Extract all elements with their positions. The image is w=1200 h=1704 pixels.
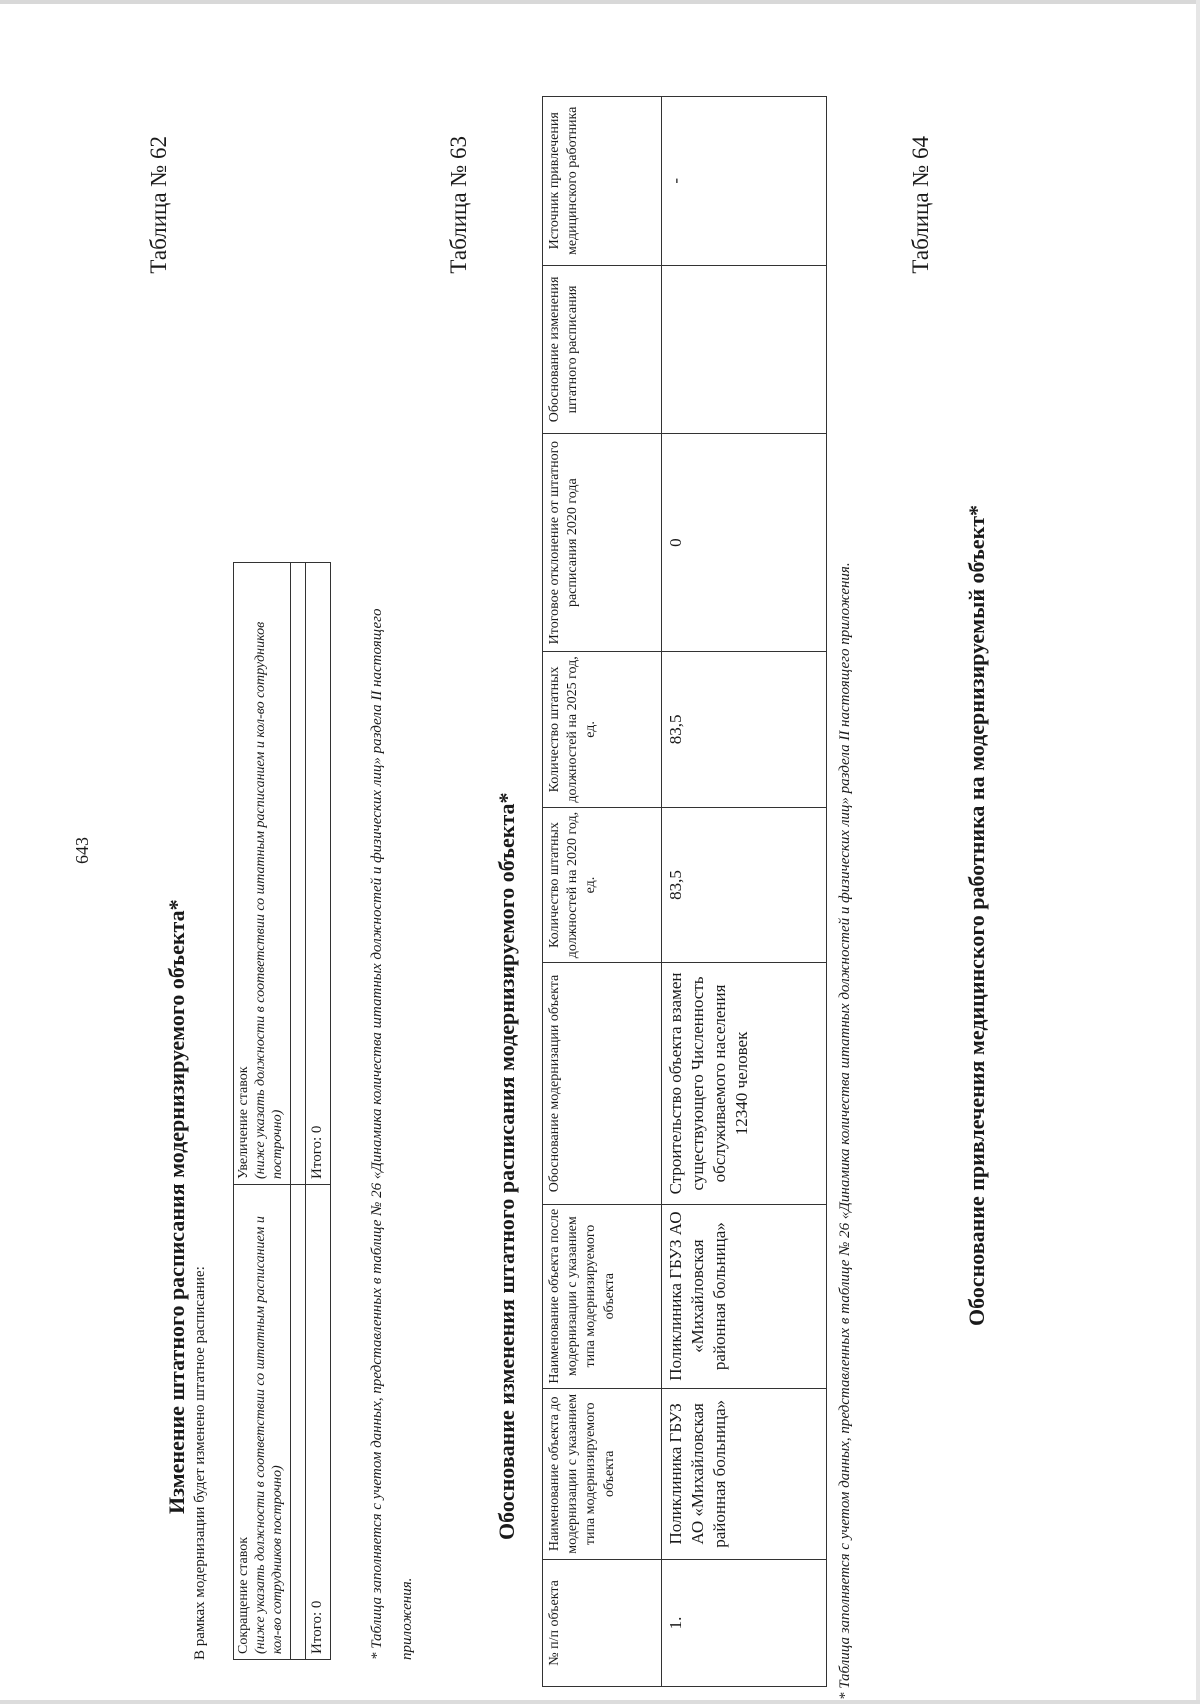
- table-62-total-row: [306, 563, 331, 1660]
- table-row: [662, 97, 827, 1687]
- table-64-label: Таблица № 64: [908, 136, 933, 274]
- table-63: [542, 96, 827, 1687]
- table-64-title: Обоснование привлечения медицинского работника на модернизируемый объект*: [964, 504, 989, 1326]
- column-header-positions-2025: Количество штатных должностей на 2025 год, ед.: [543, 652, 662, 808]
- cell-source: -: [662, 97, 827, 266]
- reduction-hint: (ниже указать должности в соответствии со штатным расписанием и кол-во сотрудников построчно): [252, 1216, 285, 1654]
- column-header-positions-2020: Количество штатных должностей на 2020 год, ед.: [543, 807, 662, 963]
- table-62: [233, 562, 331, 1660]
- table-63-footnote: * Таблица заполняется с учетом данных, представленных в таблице № 26 «Динамика количества штатных должностей и физических лиц» раздела II настоящего приложения.: [837, 562, 853, 1700]
- table-62-footnote: * Таблица заполняется с учетом данных, представленных в таблице № 26 «Динамика количества штатных должностей и физических лиц» раздела II настоящего приложения.: [369, 608, 415, 1660]
- table-62-label: Таблица № 62: [146, 136, 171, 274]
- column-header-before: Наименование объекта до модернизации с указанием типа модернизируемого объекта: [543, 1388, 662, 1559]
- cell-deviation: 0: [662, 434, 827, 652]
- table-62-empty-row: [291, 563, 306, 1660]
- column-header-after: Наименование объекта после модернизации с указанием типа модернизируемого объекта: [543, 1204, 662, 1388]
- increase-title: Увеличение ставок: [236, 1066, 251, 1179]
- page-number: 643: [72, 837, 92, 864]
- table-63-header-row: [543, 97, 662, 1687]
- table-62-increase-header: [234, 563, 291, 1185]
- cell-before: Поликлиника ГБУЗ АО «Михайловская районная больница»: [662, 1388, 827, 1559]
- cell-positions-2020: 83,5: [662, 807, 827, 963]
- column-header-justification: Обоснование модернизации объекта: [543, 963, 662, 1204]
- cell-positions-2025: 83,5: [662, 652, 827, 808]
- table-62-empty-cell: [291, 1185, 306, 1660]
- column-header-source: Источник привлечения медицинского работника: [543, 97, 662, 266]
- reduction-title: Сокращение ставок: [236, 1536, 251, 1654]
- table-62-header-row: [234, 563, 291, 1660]
- increase-hint: (ниже указать должности в соответствии со штатным расписанием и кол-во сотрудников построчно): [252, 621, 285, 1179]
- column-header-deviation: Итоговое отклонение от штатного расписания 2020 года: [543, 434, 662, 652]
- table-62-title: Изменение штатного расписания модернизируемого объекта*: [164, 899, 189, 1514]
- table-62-intro: В рамках модернизации будет изменено штатное расписание:: [192, 1266, 208, 1660]
- table-62-empty-cell: [291, 563, 306, 1185]
- column-header-number: № п/п объекта: [543, 1559, 662, 1686]
- table-62-total-left: Итого: 0: [306, 1185, 331, 1660]
- table-62-total-right: Итого: 0: [306, 563, 331, 1185]
- cell-number: 1.: [662, 1559, 827, 1686]
- cell-change-reason: [662, 265, 827, 434]
- table-63-title: Обоснование изменения штатного расписания модернизируемого объекта*: [494, 792, 519, 1540]
- column-header-change-reason: Обоснование изменения штатного расписания: [543, 265, 662, 434]
- table-62-reduction-header: [234, 1185, 291, 1660]
- cell-after: Поликлиника ГБУЗ АО «Михайловская районная больница»: [662, 1204, 827, 1388]
- cell-justification: Строительство объекта взамен существующего Численность обслуживаемого населения 12340 человек: [662, 963, 827, 1204]
- table-63-label: Таблица № 63: [446, 136, 471, 274]
